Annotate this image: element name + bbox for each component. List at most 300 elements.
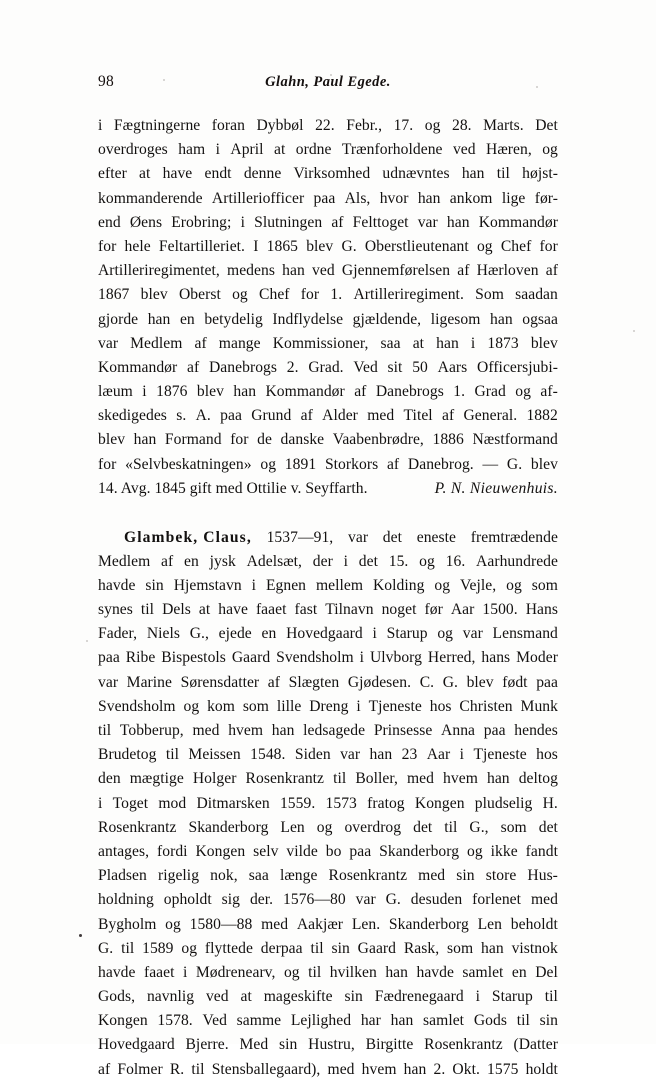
word: mageskifte [263, 988, 333, 1006]
text-line [98, 187, 558, 211]
word: til [308, 963, 322, 981]
word: af [545, 262, 558, 280]
word: Len [280, 818, 305, 836]
word: Len. [351, 915, 381, 933]
word: og [467, 842, 483, 860]
word: blev [530, 334, 558, 352]
word: 1578. [157, 1012, 193, 1030]
word: Medlem [130, 334, 183, 352]
word: af [267, 673, 280, 691]
word: jysk [209, 552, 236, 570]
word: til [496, 165, 510, 183]
word: Næstformand [472, 431, 558, 449]
word: Grund [251, 407, 292, 425]
word: 1. [330, 286, 343, 304]
text-line [98, 138, 558, 162]
word: Alder [322, 407, 358, 425]
word: af [354, 383, 367, 401]
word: ejede [218, 625, 252, 643]
word: April [230, 141, 264, 159]
word: kommanderende [98, 189, 203, 207]
word: højst- [522, 165, 558, 183]
word: af [187, 358, 200, 376]
word: ved [205, 988, 229, 1006]
word: at [412, 334, 425, 352]
word: blev [530, 455, 558, 473]
text-line-headword [98, 526, 558, 550]
text-line [98, 308, 558, 332]
word: Danebrogs [209, 358, 278, 376]
word: Indflydelse [272, 310, 344, 328]
text-line [98, 719, 558, 743]
word: Skanderborg [388, 915, 469, 933]
word: denne [243, 165, 282, 183]
word: havde [416, 963, 454, 981]
word: Hjemstavn [173, 576, 242, 594]
body-text [98, 114, 558, 1082]
text-line [98, 598, 558, 622]
word: Storkors [324, 455, 379, 473]
word: i [343, 552, 348, 570]
word: — [482, 455, 499, 473]
word: G. [442, 673, 458, 691]
word: de [257, 431, 272, 449]
word: at [273, 141, 286, 159]
word: Det [535, 117, 558, 134]
word: i [470, 334, 476, 352]
word: og [437, 625, 454, 643]
word: Gaard [357, 939, 397, 957]
word: Hus- [527, 867, 558, 885]
word: flyttede [204, 939, 253, 957]
word: Slutningen [254, 213, 323, 231]
word: Meissen [188, 746, 241, 764]
word: 1876 [156, 383, 188, 401]
word: Boller, [355, 770, 398, 788]
word: 1589 [142, 939, 174, 957]
word: blev [466, 673, 494, 691]
word: det [538, 818, 558, 836]
word: Hærloven [476, 262, 539, 280]
word: 1891 [284, 455, 317, 473]
word: Ved [202, 1012, 227, 1030]
word: ledsagede [303, 722, 366, 739]
word: Lejlighed [290, 1012, 352, 1030]
word: Artilleriofficer [211, 189, 305, 207]
word: Chef [500, 237, 532, 255]
text-line [98, 574, 558, 598]
word: fratog [367, 794, 405, 812]
word: og [476, 237, 493, 255]
word: holdning [98, 891, 154, 909]
word: overdrog [344, 818, 402, 836]
word: mægtige [129, 770, 184, 788]
word: C. [419, 673, 435, 691]
word: kom [207, 697, 235, 715]
word: Egnen [265, 576, 307, 594]
word: Hustru, [308, 1036, 355, 1054]
word: selv [253, 842, 279, 860]
word: Sørensdatter [180, 673, 260, 691]
word: og [283, 963, 300, 981]
word: 23 [401, 746, 418, 764]
word: mod [158, 794, 187, 812]
word: 1576—80 [283, 891, 346, 909]
word: 1559. [279, 794, 316, 812]
word: Munk [520, 697, 558, 715]
word: G. [385, 891, 401, 909]
word: og [165, 915, 181, 933]
word: Als, [344, 189, 371, 207]
word: G. [506, 455, 523, 473]
word: General. [463, 407, 518, 425]
word: Kongen [98, 1012, 148, 1030]
word: for [98, 237, 117, 255]
word: som [242, 697, 269, 715]
word: en [511, 963, 527, 981]
word: Artilleriregimentet, [98, 262, 220, 280]
word: Titel [403, 407, 433, 425]
word: G. [341, 237, 357, 255]
word: med [406, 770, 434, 788]
scan-speck [633, 330, 635, 332]
text-line [98, 937, 558, 961]
word: ved [452, 141, 476, 159]
word: til [165, 746, 179, 764]
scan-speck [330, 74, 332, 76]
text-line [98, 1058, 558, 1082]
word: G., [189, 625, 209, 643]
margin-ink-speck [79, 934, 82, 937]
word: 50 [412, 358, 428, 376]
word: Som [475, 286, 504, 304]
scan-speck [350, 202, 352, 204]
word: og [183, 697, 200, 715]
word: Svendsholm [276, 649, 354, 667]
word: af [331, 213, 344, 231]
word: ham [178, 141, 206, 159]
text-line [98, 332, 558, 356]
word: ikke [490, 842, 518, 860]
word: var [98, 334, 119, 352]
word: af [441, 407, 455, 425]
text-line [98, 235, 558, 259]
word: han [481, 939, 504, 957]
word: Anna [441, 722, 476, 739]
author-signature: P. N. Nieuwenhuis. [434, 479, 558, 497]
word: Kommandør [478, 213, 558, 231]
word: Med [239, 1036, 269, 1054]
word: for [230, 431, 249, 449]
word: som [447, 939, 474, 957]
word: og [515, 383, 531, 401]
text-line [98, 840, 558, 864]
text-line [98, 404, 558, 428]
line-text: 14. Avg. 1845 gift med Ottilie v. Seyffarth. [98, 479, 368, 497]
word: Adelsæt, [246, 552, 303, 570]
word: overdroges [98, 141, 168, 159]
word: blev [140, 286, 168, 304]
word: Tjeneste [473, 746, 527, 764]
word: blev [98, 431, 126, 449]
word: af [457, 262, 470, 280]
word: blev [196, 383, 224, 401]
word: hvem [228, 722, 264, 739]
word: Gods, [98, 988, 136, 1006]
text-line [98, 888, 558, 912]
word: var [355, 891, 376, 909]
word: og [316, 818, 333, 836]
word: at [198, 601, 211, 619]
word: saadan [515, 286, 558, 304]
word: 1867 [98, 286, 130, 304]
word: han [385, 963, 408, 981]
word: Rosenkrantz [328, 867, 408, 885]
word: samlet [423, 1012, 465, 1030]
word: A. [195, 407, 211, 425]
word: nok, [210, 867, 238, 885]
word: Feltartilleriet. [158, 237, 245, 255]
word: 1580—88 [189, 915, 253, 933]
word: Kommissioner, [272, 334, 369, 352]
word: Len [477, 915, 503, 933]
word: Bispestols [161, 649, 226, 667]
scan-speck [163, 79, 165, 81]
text-line [98, 622, 558, 646]
word: han [461, 165, 485, 183]
word: en [261, 625, 277, 643]
word: Holger [192, 770, 237, 788]
word: synes [98, 601, 133, 619]
word: i [215, 141, 220, 159]
word: at [240, 988, 252, 1006]
text-line [98, 985, 558, 1009]
word: Fader, [98, 625, 138, 643]
word: og [542, 141, 558, 159]
word: hendes [514, 722, 558, 739]
word: (Datter [513, 1036, 558, 1054]
word: Lensmand [492, 625, 558, 643]
word: og [506, 576, 522, 594]
word: sin [344, 988, 363, 1006]
word: Hæren, [486, 141, 532, 159]
word: 1575 [487, 1060, 519, 1078]
word: i [475, 988, 480, 1006]
word: i [372, 625, 377, 643]
word: Skanderborg [379, 842, 460, 860]
word: danske [280, 431, 325, 449]
word: gjorde [98, 310, 139, 328]
word: 1. [453, 383, 466, 401]
word: han [490, 310, 513, 328]
word: Gjennemførelsen [341, 262, 451, 280]
word: sin [331, 939, 350, 957]
word: Oberst [178, 286, 221, 304]
word: han [486, 770, 510, 788]
word: hos [429, 697, 452, 715]
word: gjældende, [352, 310, 422, 328]
word: af [194, 334, 207, 352]
word: ogsaa [522, 310, 558, 328]
entry-headword: Glambek, Claus, [124, 528, 252, 546]
word: noget [381, 601, 417, 619]
word: ved [312, 262, 335, 280]
word: Pladsen [98, 867, 147, 885]
word: Rosenkrantz [424, 1036, 503, 1054]
word: Mødrenearv, [195, 963, 276, 981]
word: og [434, 576, 451, 594]
word: af [300, 407, 313, 425]
word: 15. [388, 552, 409, 570]
word: deltog [518, 770, 558, 788]
word: Felttoget [352, 213, 409, 231]
word: G., [469, 818, 489, 836]
word: 1548. [250, 746, 286, 764]
word: 1882 [526, 407, 558, 425]
word: og [260, 455, 277, 473]
word: fremtrædende [470, 528, 558, 546]
word: det [413, 818, 433, 836]
word: Ditmarsken [196, 794, 270, 812]
word: beholdt [510, 915, 558, 933]
word: til [333, 770, 347, 788]
word: Kommandør [265, 383, 345, 401]
word: samme [236, 1012, 282, 1030]
word: Hans [525, 601, 558, 619]
word: Aar [426, 746, 451, 764]
word: Stensballegaard), [211, 1060, 321, 1078]
word: Aarhundrede [476, 552, 558, 570]
word: Erobring; [171, 213, 232, 231]
word: lille [276, 697, 302, 715]
word: og [424, 117, 441, 134]
word: holdt [525, 1060, 558, 1078]
scan-speck [536, 86, 538, 88]
word: med [418, 867, 446, 885]
word: og [232, 286, 248, 304]
word: 17. [393, 117, 414, 134]
word: sin [145, 576, 164, 594]
word: Medlem [98, 552, 151, 570]
word: Fægtningerne [113, 117, 201, 134]
text-line [98, 913, 558, 937]
word: Rask, [403, 939, 440, 957]
word: Gaard [231, 649, 271, 667]
word: Danebrog. [407, 455, 474, 473]
word: Artilleriregiment. [353, 286, 464, 304]
word: Marine [126, 673, 173, 691]
word: Marts. [483, 117, 524, 134]
word: foran [211, 117, 245, 134]
running-title: Glahn, Paul Egede. [265, 74, 391, 90]
word: efter [98, 165, 127, 183]
word: 16. [445, 552, 466, 570]
text-line [98, 380, 558, 404]
word: Toget [112, 794, 149, 812]
word: Hovedgaard [286, 625, 363, 643]
word: Danebrogs [375, 383, 444, 401]
word: Birgitte [365, 1036, 414, 1054]
entry-glambek-claus [98, 526, 558, 1082]
word: hans [481, 649, 511, 667]
word: at [139, 165, 151, 183]
word: Siden [294, 746, 331, 764]
word: paa [349, 842, 372, 860]
word: med [530, 891, 558, 909]
word: 1500. [482, 601, 518, 619]
word: det [358, 552, 378, 570]
word: Formand [164, 431, 222, 449]
text-line [98, 283, 558, 307]
word: og [181, 939, 198, 957]
word: mange [218, 334, 261, 352]
running-head [0, 72, 656, 96]
word: Kongen [414, 794, 465, 812]
word: Grad [474, 383, 506, 401]
word: Aars [437, 358, 468, 376]
word: i [98, 794, 103, 812]
word: Kongen [195, 842, 246, 860]
word: «Selvbeskatningen» [125, 455, 252, 473]
word: Tobberup, [119, 722, 184, 739]
word: G. [98, 939, 114, 957]
word: fast [294, 601, 318, 619]
word: 1573 [325, 794, 357, 812]
word: Chef [259, 286, 290, 304]
word: saa [380, 334, 401, 352]
word: Kolding [372, 576, 425, 594]
text-line [98, 743, 558, 767]
word: han [417, 189, 441, 207]
word: paa [313, 189, 336, 207]
word: Vaabenbrødre, [332, 431, 424, 449]
word: Fædrenegaard [374, 988, 464, 1006]
word: blev [306, 237, 334, 255]
word: Oberstlieutenant [364, 237, 469, 255]
word: samlet [462, 963, 504, 981]
word: Starup [386, 625, 428, 643]
word: en [184, 552, 199, 570]
word: 1886 [432, 431, 464, 449]
word: paa [98, 649, 120, 667]
word: navnlig [146, 988, 195, 1006]
word: faaet [143, 963, 175, 981]
word: til [121, 939, 135, 957]
word: for [300, 286, 320, 304]
word: udnævntes [382, 165, 450, 183]
word: i [142, 383, 147, 401]
word: der. [249, 891, 274, 909]
word: Rosenkrantz [98, 818, 177, 836]
word: hvilken [329, 963, 377, 981]
text-line [98, 792, 558, 816]
text-line [98, 767, 558, 791]
word: han [446, 213, 470, 231]
word: Del [535, 963, 558, 981]
text-line [98, 162, 558, 186]
word: vilde [286, 842, 318, 860]
entry-glahn-paul-egede [98, 114, 558, 501]
word: Hovedgaard [98, 1036, 175, 1054]
word: paa [536, 673, 558, 691]
word: sit [387, 358, 403, 376]
word: og [419, 552, 435, 570]
word: Tilnavn [325, 601, 374, 619]
word: lige [501, 189, 526, 207]
text-line [98, 550, 558, 574]
word: desuden [410, 891, 463, 909]
word: H. [542, 794, 558, 812]
